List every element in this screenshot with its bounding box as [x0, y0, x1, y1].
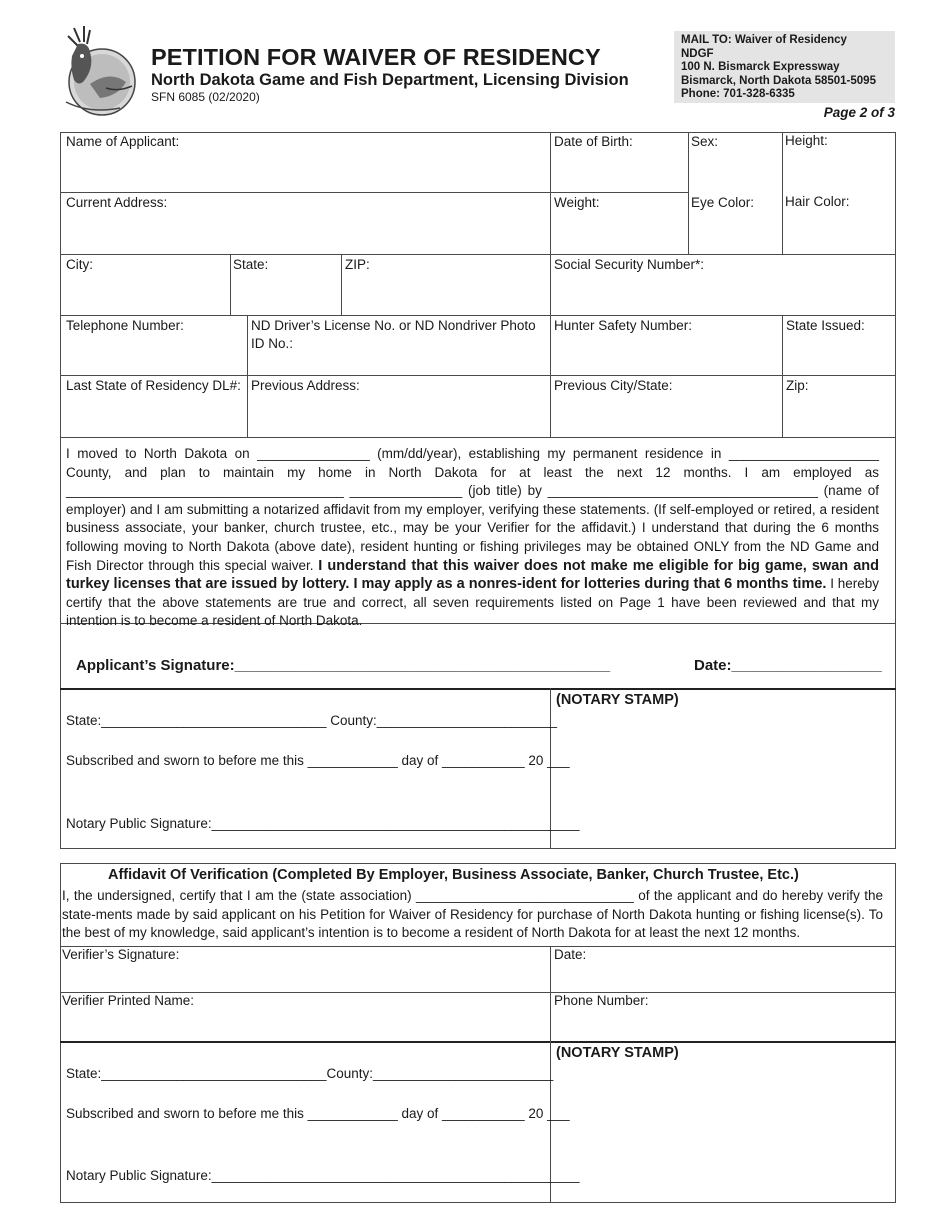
previous-address-field[interactable]: Previous Address: — [251, 378, 360, 393]
last-state-dl-field[interactable]: Last State of Residency DL#: — [66, 378, 241, 393]
notary-stamp-label: (NOTARY STAMP) — [556, 692, 679, 708]
ssn-field[interactable]: Social Security Number*: — [554, 257, 705, 272]
height-field[interactable]: Height: — [785, 133, 828, 148]
grid-line — [230, 254, 231, 315]
grid-line — [60, 192, 550, 193]
applicant-signature-line[interactable]: Applicant’s Signature:_____________________________________________ — [76, 657, 611, 674]
city-field[interactable]: City: — [66, 257, 93, 272]
eye-color-field[interactable]: Eye Color: — [691, 195, 755, 210]
previous-zip-field[interactable]: Zip: — [786, 378, 809, 393]
residency-statement — [66, 445, 879, 631]
form-number: SFN 6085 (02/2020) — [151, 90, 260, 104]
grid-line — [782, 132, 783, 254]
affidavit-title: Affidavit Of Verification (Completed By Employer, Business Associate, Banker, Church Trustee, Etc.) — [108, 867, 799, 883]
verifier-date-field[interactable]: Date: — [554, 947, 587, 962]
grid-line — [782, 315, 783, 437]
applicant-date-line[interactable]: Date:__________________ — [694, 657, 882, 674]
notary-signature-line[interactable]: Notary Public Signature:_________________________________________________ — [66, 816, 580, 831]
statement-bold-text: I understand that this waiver does not make me eligible for big game, swan and turkey licenses that are issued by lottery. I may apply as a nonres-ident for lotteries during that 6 months time. — [66, 557, 879, 593]
sex-field[interactable]: Sex: — [691, 134, 719, 149]
grid-line — [341, 254, 342, 315]
name-of-applicant-field[interactable]: Name of Applicant: — [66, 134, 180, 149]
statement-text: I moved to North Dakota on _______________ (mm/dd/year), establishing my permanent residence in ____________________ County, and plan to maintain my home in North Dakota for at least the next 12 months. I am employed as _____________________________________ _______________ (job title) by ____________________________________ (name of employer) and I am submitting a notarized affidavit from my employer, verifying these statements. (If self-employed or retired, a resident business associate, your banker, church trustee, etc., may be your Verifier for the affidavit.) I understand that during the 6 months following moving to North Dakota (above date), resident hunting or fishing privileges may be obtained ONLY from the ND Game and Fish Director through this special waiver. — [66, 446, 879, 573]
affidavit-text: I, the undersigned, certify that I am the (state association) _____________________________ of the applicant and do hereby verify the state-ments made by said applicant on his Petition for Waiver of Residency for purchase of North Dakota hunting or fishing license(s). To the best of my knowledge, said applicant’s intention is to become a resident of North Dakota for at least the next 12 months. — [62, 888, 883, 941]
verifier-signature-field[interactable]: Verifier’s Signature: — [62, 947, 180, 962]
grid-line — [60, 946, 896, 947]
grid-line — [60, 315, 896, 316]
notary-sworn-line[interactable]: Subscribed and sworn to before me this ____________ day of ___________ 20 ___ — [66, 1106, 570, 1121]
date-of-birth-field[interactable]: Date of Birth: — [554, 134, 633, 149]
grid-line — [60, 254, 896, 255]
notary-sworn-line[interactable]: Subscribed and sworn to before me this ____________ day of ___________ 20 ___ — [66, 753, 570, 768]
notary-state-county-line[interactable]: State:______________________________County:________________________ — [66, 1066, 554, 1081]
notary-stamp-label: (NOTARY STAMP) — [556, 1045, 679, 1061]
zip-field[interactable]: ZIP: — [345, 257, 370, 272]
telephone-field[interactable]: Telephone Number: — [66, 318, 184, 333]
page-number: Page 2 of 3 — [823, 105, 895, 120]
verifier-printed-name-field[interactable]: Verifier Printed Name: — [62, 993, 195, 1008]
previous-city-state-field[interactable]: Previous City/State: — [554, 378, 673, 393]
grid-line — [60, 688, 896, 690]
state-issued-field[interactable]: State Issued: — [786, 318, 865, 333]
grid-line — [550, 132, 551, 437]
drivers-license-field[interactable]: ND Driver’s License No. or ND Nondriver Photo ID No.: — [251, 318, 536, 351]
hunter-safety-field[interactable]: Hunter Safety Number: — [554, 318, 693, 333]
form-subtitle: North Dakota Game and Fish Department, Licensing Division — [151, 71, 629, 89]
mail-to-box — [674, 31, 895, 103]
grid-line — [60, 1041, 896, 1043]
grid-line — [247, 315, 248, 437]
hair-color-field[interactable]: Hair Color: — [785, 194, 850, 209]
state-field[interactable]: State: — [233, 257, 269, 272]
grid-line — [60, 437, 896, 438]
grid-line — [688, 132, 689, 254]
mail-to-line: NDGF — [681, 47, 714, 60]
notary-state-county-line[interactable]: State:______________________________ County:________________________ — [66, 713, 557, 728]
form-title: PETITION FOR WAIVER OF RESIDENCY — [151, 44, 601, 70]
ndgf-deer-logo — [60, 22, 138, 122]
verifier-phone-field[interactable]: Phone Number: — [554, 993, 649, 1008]
statement-certify-text: I hereby certify that the above statements are true and correct, all seven requirements listed on Page 1 have been reviewed and that my intention is to become a resident of North Dakota. — [66, 576, 880, 629]
mail-to-line: Bismarck, North Dakota 58501-5095 — [681, 74, 876, 87]
mail-to-line: Phone: 701-328-6335 — [681, 88, 795, 100]
mail-to-line: MAIL TO: Waiver of Residency — [681, 34, 847, 46]
notary-signature-line[interactable]: Notary Public Signature:_________________________________________________ — [66, 1168, 580, 1183]
current-address-field[interactable]: Current Address: — [66, 195, 168, 210]
weight-field[interactable]: Weight: — [554, 195, 600, 210]
grid-line — [60, 375, 896, 376]
grid-line — [550, 192, 688, 193]
mail-to-line: 100 N. Bismarck Expressway — [681, 61, 840, 73]
